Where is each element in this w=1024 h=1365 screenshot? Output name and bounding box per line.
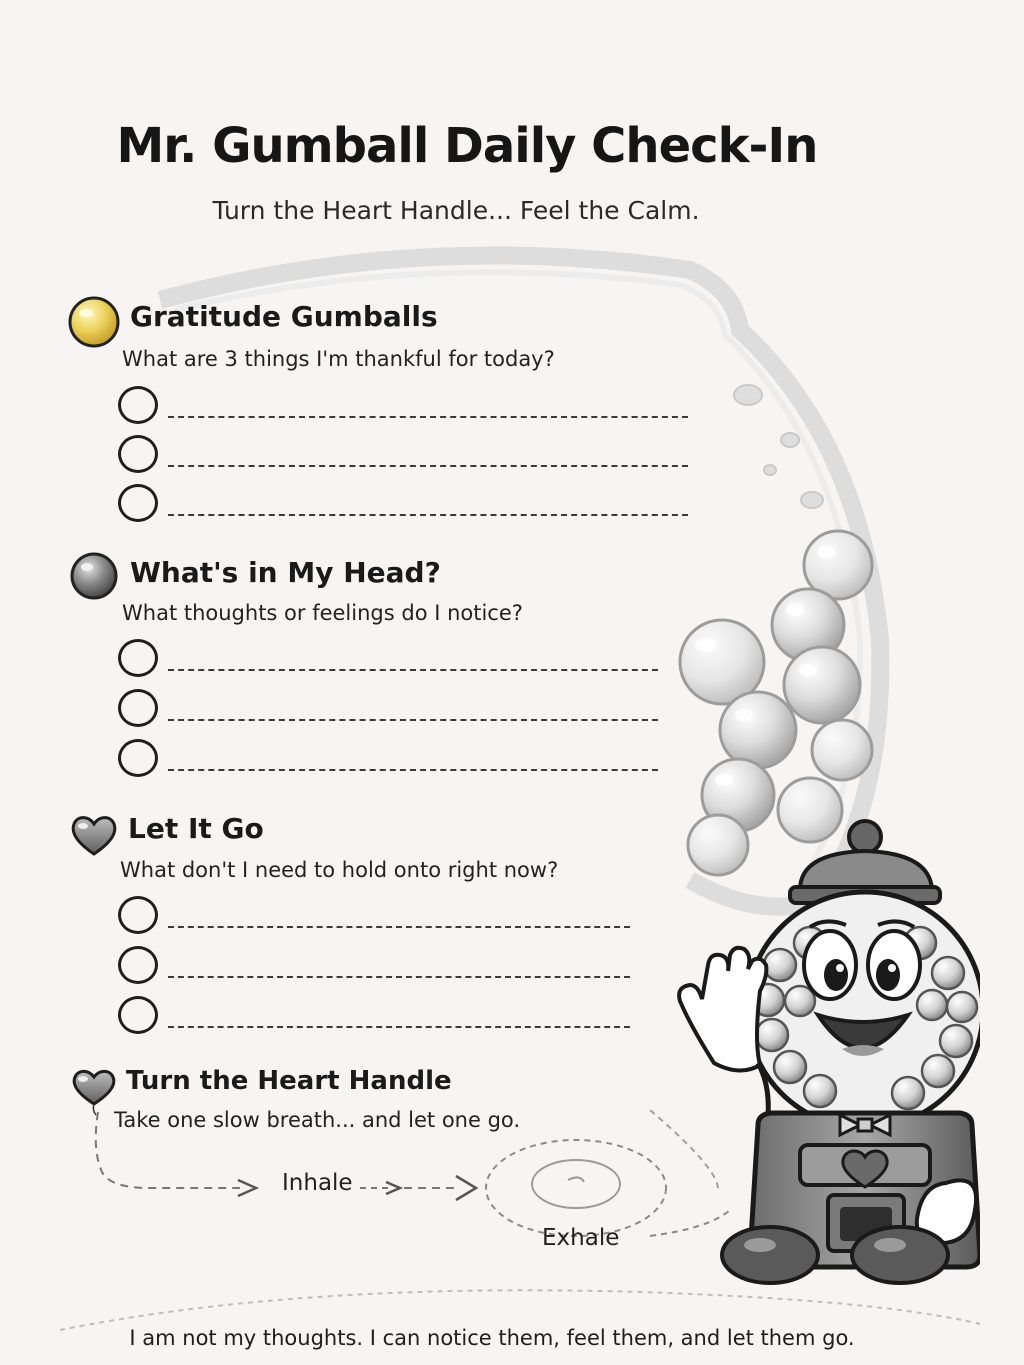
section-prompt: What are 3 things I'm thankful for today? — [122, 347, 555, 371]
yellow-gumball-icon — [66, 294, 122, 350]
bubble-icon — [118, 739, 158, 777]
inhale-label: Inhale — [282, 1170, 353, 1196]
answer-line[interactable] — [118, 484, 698, 528]
section-title: What's in My Head? — [130, 556, 441, 589]
gray-gumball-icon — [68, 550, 120, 602]
answer-line[interactable] — [118, 435, 698, 479]
section-prompt: Take one slow breath... and let one go. — [114, 1108, 521, 1132]
affirmation-footer: I am not my thoughts. I can notice them, feel them, and let them go. — [129, 1326, 855, 1350]
bubble-icon — [118, 689, 158, 727]
page-title: Mr. Gumball Daily Check-In — [116, 118, 818, 174]
section-title: Let It Go — [128, 812, 264, 845]
bubble-icon — [118, 386, 158, 424]
answer-line[interactable] — [118, 996, 638, 1040]
heart-icon — [68, 812, 120, 858]
thoughts-section — [0, 548, 720, 788]
exhale-label: Exhale — [542, 1225, 620, 1251]
answer-line[interactable] — [118, 386, 698, 430]
gumball-mascot-illustration — [650, 815, 980, 1295]
heart-balloon-icon — [68, 1066, 120, 1116]
answer-line[interactable] — [118, 896, 638, 940]
bubble-icon — [118, 639, 158, 677]
section-prompt: What don't I need to hold onto right now? — [120, 858, 559, 882]
bubble-icon — [118, 946, 158, 984]
section-prompt: What thoughts or feelings do I notice? — [122, 601, 523, 625]
gratitude-section — [0, 290, 720, 530]
bubble-icon — [118, 896, 158, 934]
bubble-icon — [118, 996, 158, 1034]
answer-line[interactable] — [118, 946, 638, 990]
bubble-icon — [118, 435, 158, 473]
section-title: Gratitude Gumballs — [130, 300, 438, 333]
page-subtitle: Turn the Heart Handle... Feel the Calm. — [212, 196, 700, 225]
let-go-section — [0, 806, 720, 1046]
answer-line[interactable] — [118, 739, 668, 783]
bubble-icon — [118, 484, 158, 522]
answer-line[interactable] — [118, 639, 668, 683]
section-title: Turn the Heart Handle — [126, 1066, 452, 1096]
answer-line[interactable] — [118, 689, 668, 733]
